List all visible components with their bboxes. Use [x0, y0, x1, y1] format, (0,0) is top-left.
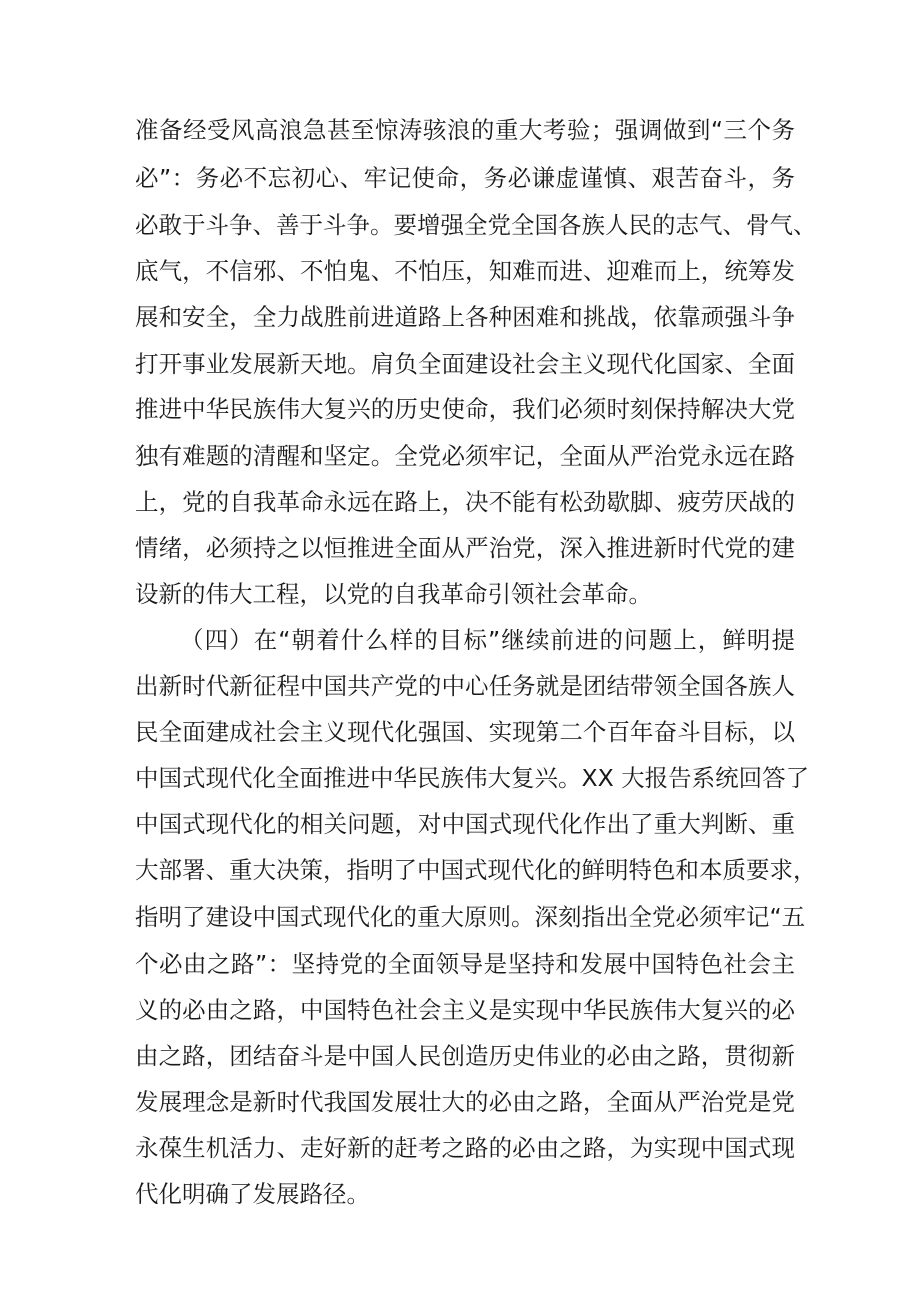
- text-line: 中国式现代化的相关问题，对中国式现代化作出了重大判断、重: [135, 810, 795, 838]
- text-line: 必敢于斗争、善于斗争。要增强全党全国各族人民的志气、骨气、: [135, 211, 817, 239]
- text-line: 展和安全，全力战胜前进道路上各种困难和挑战，依靠顽强斗争: [135, 303, 795, 331]
- text-line: 由之路，团结奋斗是中国人民创造历史伟业的必由之路，贯彻新: [135, 1042, 795, 1070]
- text-line: 出新时代新征程中国共产党的中心任务就是团结带领全国各族人: [135, 672, 795, 700]
- text-line: 准备经受风高浪急甚至惊涛骇浪的重大考验；强调做到“三个务: [135, 116, 795, 144]
- text-line: 个必由之路”：坚持党的全面领导是坚持和发展中国特色社会主: [135, 950, 795, 978]
- text-line: 大部署、重大决策，指明了中国式现代化的鲜明特色和本质要求，: [135, 856, 817, 884]
- text-line: 上，党的自我革命永远在路上，决不能有松劲歇脚、疲劳厌战的: [135, 488, 795, 516]
- text-line: 发展理念是新时代我国发展壮大的必由之路，全面从严治党是党: [135, 1088, 795, 1116]
- text-line: 中国式现代化全面推进中华民族伟大复兴。XX 大报告系统回答了: [135, 764, 810, 792]
- text-line: 设新的伟大工程，以党的自我革命引领社会革命。: [135, 580, 652, 608]
- text-line: 代化明确了发展路径。: [135, 1180, 370, 1208]
- text-line: 打开事业发展新天地。肩负全面建设社会主义现代化国家、全面: [135, 350, 795, 378]
- text-line: 指明了建设中国式现代化的重大原则。深刻指出全党必须牢记“五: [135, 903, 806, 931]
- text-line: 独有难题的清醒和坚定。全党必须牢记，全面从严治党永远在路: [135, 442, 795, 470]
- text-line: 民全面建成社会主义现代化强国、实现第二个百年奋斗目标，以: [135, 718, 795, 746]
- text-line: 永葆生机活力、走好新的赶考之路的必由之路，为实现中国式现: [135, 1134, 795, 1162]
- text-line: （四）在“朝着什么样的目标”继续前进的问题上，鲜明提: [180, 626, 795, 654]
- text-line: 底气，不信邪、不怕鬼、不怕压，知难而进、迎难而上，统筹发: [135, 257, 795, 285]
- text-line: 情绪，必须持之以恒推进全面从严治党，深入推进新时代党的建: [135, 534, 795, 562]
- text-line: 推进中华民族伟大复兴的历史使命，我们必须时刻保持解决大党: [135, 395, 795, 423]
- text-line: 义的必由之路，中国特色社会主义是实现中华民族伟大复兴的必: [135, 996, 795, 1024]
- text-line: 必”：务必不忘初心、牢记使命，务必谦虚谨慎、艰苦奋斗，务: [135, 164, 795, 192]
